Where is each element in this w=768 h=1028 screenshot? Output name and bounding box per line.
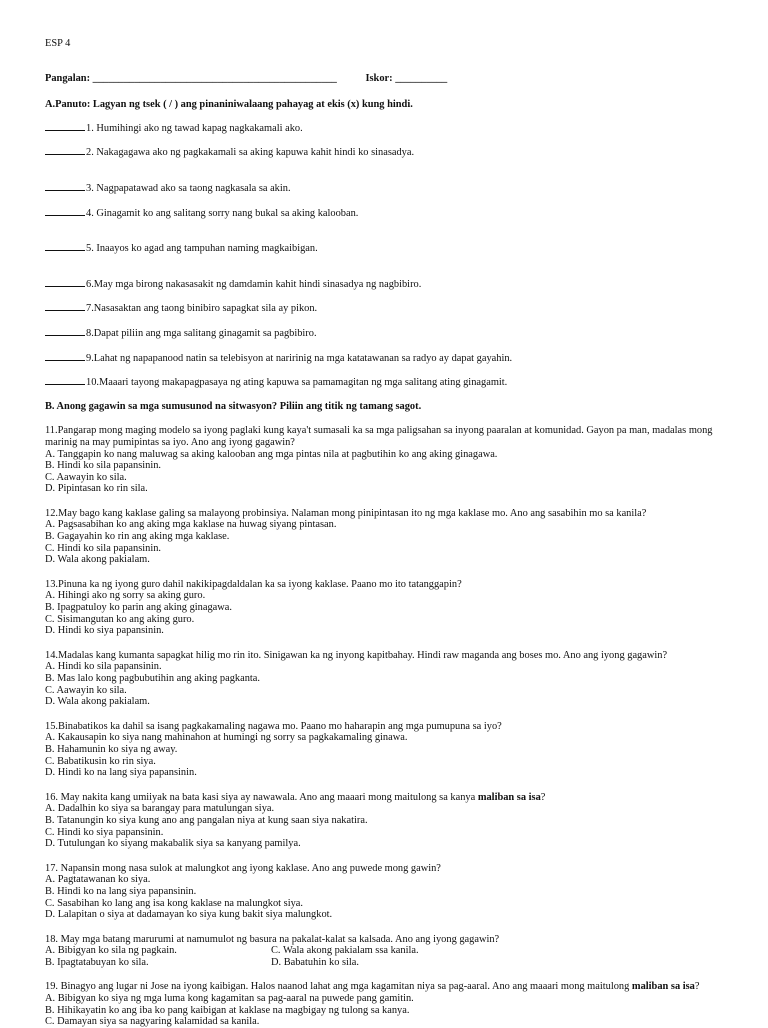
question-14 bbox=[45, 650, 735, 708]
question-stem: 13.Pinuna ka ng iyong guro dahil nakikipagdaldalan ka sa iyong kaklase. Paano mo ito tatanggapin? bbox=[45, 578, 462, 590]
list-item: 1. Humihingi ako ng tawad kapag nagkakamali ako. bbox=[45, 121, 735, 135]
answer-blank[interactable] bbox=[45, 277, 85, 287]
option-b: B. Hindi ko sila papansinin. bbox=[45, 460, 162, 472]
section-b-title: B. Anong gagawin sa mga sumusunod na sitwasyon? Piliin ang titik ng tamang sagot. bbox=[45, 400, 422, 412]
option-c: C. Sasabihan ko lang ang isa kong kaklase na malungkot siya. bbox=[45, 897, 303, 909]
question-19 bbox=[45, 981, 735, 1027]
question-18 bbox=[45, 934, 735, 969]
option-b: B. Hihikayatin ko ang iba ko pang kaibigan at kaklase na magbigay ng tulong sa kanya. bbox=[45, 1004, 410, 1016]
option-a: A. Bibigyan ko sila ng pagkain. bbox=[45, 945, 177, 957]
question-stem: 19. Binagyo ang lugar ni Jose na iyong kaibigan. Halos naanod lahat ang mga kagamitan niya sa pag-aaral. Ano ang maaari mong maitulong maliban sa isa? bbox=[45, 981, 700, 993]
option-c: C. Hindi ko sila papansinin. bbox=[45, 542, 162, 554]
emphasis-text: maliban sa isa bbox=[477, 791, 541, 803]
name-label: Pangalan: bbox=[45, 72, 91, 84]
option-b: B. Tatanungin ko siya kung ano ang pangalan niya at kung saan siya nakatira. bbox=[45, 814, 368, 826]
score-blank[interactable]: __________ bbox=[395, 72, 448, 84]
option-b: B. Hindi ko na lang siya papansinin. bbox=[45, 885, 197, 897]
question-12 bbox=[45, 508, 735, 566]
question-13 bbox=[45, 579, 735, 637]
options-row-1 bbox=[45, 945, 735, 957]
answer-blank[interactable] bbox=[45, 121, 85, 131]
option-a: A. Bibigyan ko siya ng mga luma kong kagamitan sa pag-aaral na puwede pang gamitin. bbox=[45, 993, 414, 1005]
list-item: 2. Nakagagawa ako ng pagkakamali sa aking kapuwa kahit hindi ko sinasadya. bbox=[45, 145, 735, 159]
option-c: C. Hindi ko siya papansinin. bbox=[45, 826, 164, 838]
option-c: C. Babatikusin ko rin siya. bbox=[45, 755, 156, 767]
option-a: A. Pagtatawanan ko siya. bbox=[45, 874, 151, 886]
option-c: C. Aawayin ko sila. bbox=[45, 471, 127, 483]
answer-blank[interactable] bbox=[45, 301, 85, 311]
option-d: D. Tutulungan ko siyang makabalik siya sa kanyang pamilya. bbox=[45, 838, 301, 850]
answer-blank[interactable] bbox=[45, 145, 85, 155]
subject-heading: ESP 4 bbox=[45, 38, 71, 49]
question-15 bbox=[45, 721, 735, 779]
list-item: 7.Nasasaktan ang taong binibiro sapagkat sila ay pikon. bbox=[45, 301, 735, 315]
question-stem: 14.Madalas kang kumanta sapagkat hilig mo rin ito. Sinigawan ka ng inyong kapitbahay. Hindi raw maganda ang boses mo. Ano ang iyong gagawin? bbox=[45, 649, 668, 661]
option-b: B. Ipagtatabuyan ko sila. bbox=[45, 956, 149, 968]
option-d: D. Lalapitan o siya at dadamayan ko siya kung bakit siya malungkot. bbox=[45, 909, 333, 921]
option-d: D. Pipintasan ko rin sila. bbox=[45, 483, 148, 495]
question-stem: 17. Napansin mong nasa sulok at malungkot ang iyong kaklase. Ano ang puwede mong gawin? bbox=[45, 862, 441, 874]
list-item: 8.Dapat piliin ang mga salitang ginagamit sa pagbibiro. bbox=[45, 326, 735, 340]
question-stem: 11.Pangarap mong maging modelo sa iyong paglaki kung kaya't sumasali ka sa mga paligsahan sa inyong paaralan at komunidad. Gayon pa man, madalas mong marinig na may pumipintas sa iyo. Ano ang iyong gagawin? bbox=[45, 425, 713, 448]
option-a: A. Tanggapin ko nang maluwag sa aking kalooban ang mga pintas nila at pagbutihin ko ang aking ginagawa. bbox=[45, 448, 498, 460]
worksheet bbox=[45, 38, 735, 1028]
emphasis-text: maliban sa isa bbox=[631, 981, 695, 993]
section-a-title: A.Panuto: Lagyan ng tsek ( / ) ang pinaniniwalaang pahayag at ekis (x) kung hindi. bbox=[45, 99, 413, 111]
option-d: D. Wala akong pakialam. bbox=[45, 696, 150, 708]
answer-blank[interactable] bbox=[45, 326, 85, 336]
list-item: 3. Nagpapatawad ako sa taong nagkasala sa akin. bbox=[45, 181, 735, 195]
answer-blank[interactable] bbox=[45, 206, 85, 216]
answer-blank[interactable] bbox=[45, 351, 85, 361]
option-d: D. Hindi ko na lang siya papansinin. bbox=[45, 767, 197, 779]
option-a: A. Hihingi ako ng sorry sa aking guro. bbox=[45, 590, 206, 602]
score-label: Iskor: bbox=[365, 72, 393, 84]
name-score-row bbox=[45, 73, 735, 85]
question-stem: 15.Binabatikos ka dahil sa isang pagkakamaling nagawa mo. Paano mo haharapin ang mga pumupuna sa iyo? bbox=[45, 720, 502, 732]
option-c: C. Aawayin ko sila. bbox=[45, 684, 127, 696]
list-item: 4. Ginagamit ko ang salitang sorry nang bukal sa aking kalooban. bbox=[45, 206, 735, 220]
option-d: D. Hindi ko siya papansinin. bbox=[45, 625, 164, 637]
option-b: B. Mas lalo kong pagbubutihin ang aking pagkanta. bbox=[45, 673, 260, 684]
question-stem: 16. May nakita kang umiiyak na bata kasi siya ay nawawala. Ano ang maaari mong maitulong sa kanya maliban sa isa? bbox=[45, 791, 546, 803]
option-c: C. Damayan siya sa nagyaring kalamidad sa kanila. bbox=[45, 1016, 260, 1028]
option-c: C. Wala akong pakialam ssa kanila. bbox=[271, 945, 419, 957]
answer-blank[interactable] bbox=[45, 241, 85, 251]
options-row-2 bbox=[45, 957, 735, 969]
option-a: A. Dadalhin ko siya sa barangay para matulungan siya. bbox=[45, 803, 275, 815]
question-stem: 18. May mga batang marurumi at namumulot ng basura na pakalat-kalat sa kalsada. Ano ang iyong gagawin? bbox=[45, 933, 500, 945]
question-16 bbox=[45, 792, 735, 850]
question-stem: 12.May bago kang kaklase galing sa malayong probinsiya. Nalaman mong pinipintasan ito ng mga kaklase mo. Ano ang sasabihin mo sa kanila? bbox=[45, 507, 647, 519]
question-17 bbox=[45, 863, 735, 921]
question-11 bbox=[45, 425, 735, 495]
option-a: A. Kakausapin ko siya nang mahinahon at humingi ng sorry sa pagkakamaling ginawa. bbox=[45, 732, 408, 744]
answer-blank[interactable] bbox=[45, 375, 85, 385]
option-d: D. Wala akong pakialam. bbox=[45, 554, 150, 566]
option-a: A. Pagsasabihan ko ang aking mga kaklase na huwag siyang pintasan. bbox=[45, 519, 337, 531]
option-c: C. Sisimangutan ko ang aking guro. bbox=[45, 613, 195, 625]
list-item: 9.Lahat ng napapanood natin sa telebisyon at naririnig na mga katatawanan sa radyo ay dapat gayahin. bbox=[45, 351, 735, 365]
option-d: D. Babatuhin ko sila. bbox=[271, 956, 360, 968]
list-item: 6.May mga birong nakasasakit ng damdamin kahit hindi sinasadya ng nagbibiro. bbox=[45, 277, 735, 291]
name-blank[interactable]: _______________________________________________ bbox=[92, 72, 337, 84]
option-b: B. Ipagpatuloy ko parin ang aking ginagawa. bbox=[45, 602, 232, 614]
option-a: A. Hindi ko sila papansinin. bbox=[45, 661, 162, 673]
option-b: B. Gagayahin ko rin ang aking mga kaklase. bbox=[45, 531, 230, 543]
list-item: 10.Maaari tayong makapagpasaya ng ating kapuwa sa pamamagitan ng mga salitang ating ginagamit. bbox=[45, 375, 735, 389]
option-b: B. Hahamunin ko siya ng away. bbox=[45, 743, 178, 755]
answer-blank[interactable] bbox=[45, 181, 85, 191]
list-item: 5. Inaayos ko agad ang tampuhan naming magkaibigan. bbox=[45, 241, 735, 255]
